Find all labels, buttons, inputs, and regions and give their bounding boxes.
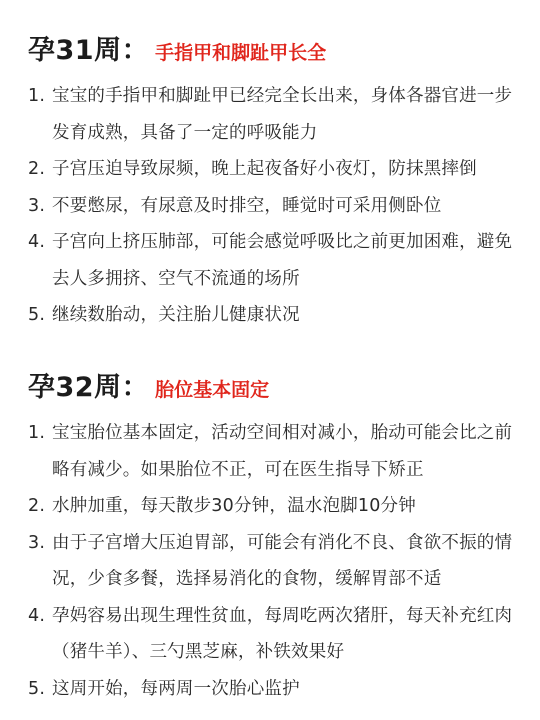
- list-item: [0, 488, 540, 525]
- item-number: 1.: [28, 423, 46, 443]
- section-heading: [0, 365, 540, 415]
- week-subtitle: 胎位基本固定: [155, 379, 270, 401]
- section-week-31: [0, 28, 540, 334]
- item-number: 3.: [28, 532, 46, 553]
- tips-list: [0, 415, 540, 707]
- week-title: 孕31周：: [28, 35, 150, 66]
- item-text: 宝宝的手指甲和脚趾甲已经完全长出来，身体各器官进一步发育成熟，具备了一定的呼吸能力: [52, 86, 513, 143]
- item-text: 继续数胎动，关注胎儿健康状况: [52, 305, 300, 325]
- item-number: 5.: [28, 678, 46, 699]
- item-text: 不要憋尿，有尿意及时排空，睡觉时可采用侧卧位: [52, 195, 442, 216]
- list-item: [0, 151, 540, 188]
- item-number: 2.: [28, 496, 46, 516]
- item-text: 子宫压迫导致尿频，晚上起夜备好小夜灯，防抹黑摔倒: [52, 159, 477, 179]
- item-number: 4.: [28, 232, 46, 252]
- list-item: [0, 671, 540, 708]
- list-item: [0, 415, 540, 488]
- list-item: [0, 525, 540, 598]
- item-number: 2.: [28, 159, 46, 179]
- tips-list: [0, 78, 540, 334]
- item-text: 子宫向上挤压肺部，可能会感觉呼吸比之前更加困难，避免去人多拥挤、空气不流通的场所: [52, 232, 513, 289]
- week-subtitle: 手指甲和脚趾甲长全: [155, 42, 327, 64]
- item-text: 由于子宫增大压迫胃部，可能会有消化不良、食欲不振的情况，少食多餐，选择易消化的食物，缓解胃部不适: [52, 532, 513, 589]
- section-heading: [0, 28, 540, 78]
- list-item: [0, 598, 540, 671]
- item-text: 这周开始，每两周一次胎心监护: [52, 678, 300, 699]
- week-title: 孕32周：: [28, 372, 150, 403]
- list-item: [0, 297, 540, 334]
- list-item: [0, 224, 540, 297]
- item-number: 1.: [28, 86, 46, 106]
- item-text: 宝宝胎位基本固定，活动空间相对减小，胎动可能会比之前略有减少。如果胎位不正，可在医生指导下矫正: [52, 423, 513, 480]
- item-text: 水肿加重，每天散步30分钟，温水泡脚10分钟: [52, 496, 416, 516]
- item-number: 4.: [28, 605, 46, 626]
- item-number: 3.: [28, 195, 46, 216]
- list-item: [0, 188, 540, 225]
- section-week-32: [0, 365, 540, 707]
- item-number: 5.: [28, 305, 46, 325]
- item-text: 孕妈容易出现生理性贫血，每周吃两次猪肝，每天补充红肉（猪牛羊）、三勺黑芝麻，补铁效果好: [52, 605, 513, 662]
- list-item: [0, 78, 540, 151]
